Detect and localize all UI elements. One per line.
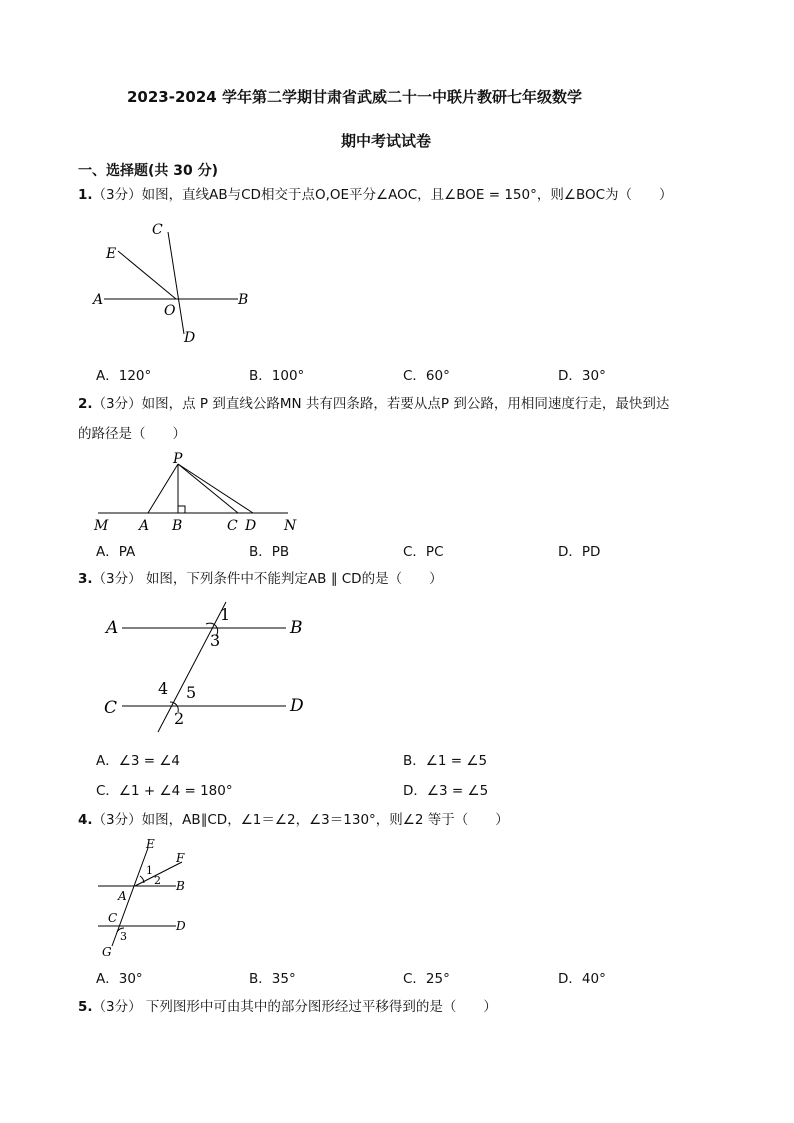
option-c[interactable]: C．∠1 + ∠4 = 180° (96, 783, 233, 799)
fig-label: 5 (186, 683, 197, 702)
question-score: （3分） (92, 812, 142, 828)
question-number: 1. (78, 187, 93, 203)
fig-label: D (176, 919, 186, 933)
option-c[interactable]: C．25° (403, 971, 450, 987)
fig-label: C (108, 911, 118, 925)
fig-label: F (176, 851, 185, 865)
option-a[interactable]: A．120° (96, 368, 152, 384)
option-a[interactable]: A．∠3 = ∠4 (96, 753, 181, 769)
fig-label: 1 (146, 864, 153, 877)
fig-label: D (290, 696, 304, 716)
fig-label: 2 (154, 874, 161, 887)
fig-label: N (284, 518, 297, 534)
fig-label: 1 (220, 605, 231, 624)
fig-label: M (94, 518, 109, 534)
option-b[interactable]: B．100° (249, 368, 305, 384)
question-2-cont: 的路径是（ ） (78, 426, 186, 442)
figure-q3 (98, 600, 318, 740)
option-d[interactable]: D．30° (558, 368, 606, 384)
question-number: 5. (78, 999, 93, 1015)
option-b[interactable]: B．35° (249, 971, 296, 987)
section-header: 一、选择题(共 30 分) (78, 163, 219, 179)
fig-label: A (118, 889, 127, 903)
question-text: 下列图形中可由其中的部分图形经过平移得到的是（ ） (141, 999, 497, 1015)
question-number: 2. (78, 396, 93, 412)
question-score: （3分） (92, 396, 142, 412)
fig-label: 4 (158, 679, 169, 698)
figure-q4 (90, 836, 210, 964)
fig-label: G (102, 945, 112, 959)
question-1 (78, 186, 673, 204)
option-a[interactable]: A．30° (96, 971, 143, 987)
fig-label: A (139, 518, 150, 534)
page-subtitle: 期中考试试卷 (341, 132, 432, 150)
question-score: （3分） (92, 187, 142, 203)
fig-label: E (146, 837, 155, 851)
fig-label: B (238, 292, 249, 308)
question-text: 如图，下列条件中不能判定AB ∥ CD的是（ ） (141, 571, 443, 587)
fig-label: O (164, 303, 176, 319)
option-a[interactable]: A．PA (96, 544, 136, 560)
fig-label: P (173, 451, 183, 467)
fig-label: D (245, 518, 257, 534)
option-d[interactable]: D．40° (558, 971, 606, 987)
option-c[interactable]: C．60° (403, 368, 450, 384)
fig-label: 3 (210, 631, 221, 650)
fig-label: E (106, 246, 117, 262)
question-4 (78, 811, 509, 829)
fig-label: C (104, 698, 118, 718)
fig-label: B (176, 879, 185, 893)
fig-label: C (227, 518, 238, 534)
option-c[interactable]: C．PC (403, 544, 444, 560)
question-text: 如图，AB∥CD，∠1＝∠2，∠3＝130°，则∠2 等于（ ） (141, 812, 509, 828)
question-text: 如图，点 P 到直线公路MN 共有四条路，若要从点P 到公路，用相同速度行走，最快到达 (141, 396, 670, 412)
option-b[interactable]: B．PB (249, 544, 290, 560)
fig-label: B (172, 518, 183, 534)
question-text: 如图，直线AB与CD相交于点O,OE平分∠AOC，且∠BOE = 150°，则∠BOC为（ ） (141, 187, 673, 203)
fig-label: 2 (174, 709, 185, 728)
question-2 (78, 395, 669, 413)
question-score: （3分） (92, 571, 142, 587)
fig-label: 3 (120, 930, 127, 943)
option-d[interactable]: D．∠3 = ∠5 (403, 783, 489, 799)
question-number: 4. (78, 812, 93, 828)
question-score: （3分） (92, 999, 142, 1015)
question-5 (78, 998, 497, 1016)
option-d[interactable]: D．PD (558, 544, 601, 560)
figure-q2 (88, 448, 308, 538)
figure-q1 (88, 218, 258, 348)
question-3 (78, 570, 443, 588)
fig-label: B (290, 618, 303, 638)
fig-label: A (106, 618, 119, 638)
fig-label: D (184, 330, 196, 346)
page-title: 2023-2024 学年第二学期甘肃省武威二十一中联片教研七年级数学 (127, 88, 582, 106)
question-number: 3. (78, 571, 93, 587)
option-b[interactable]: B．∠1 = ∠5 (403, 753, 488, 769)
fig-label: C (152, 222, 163, 238)
fig-label: A (93, 292, 104, 308)
